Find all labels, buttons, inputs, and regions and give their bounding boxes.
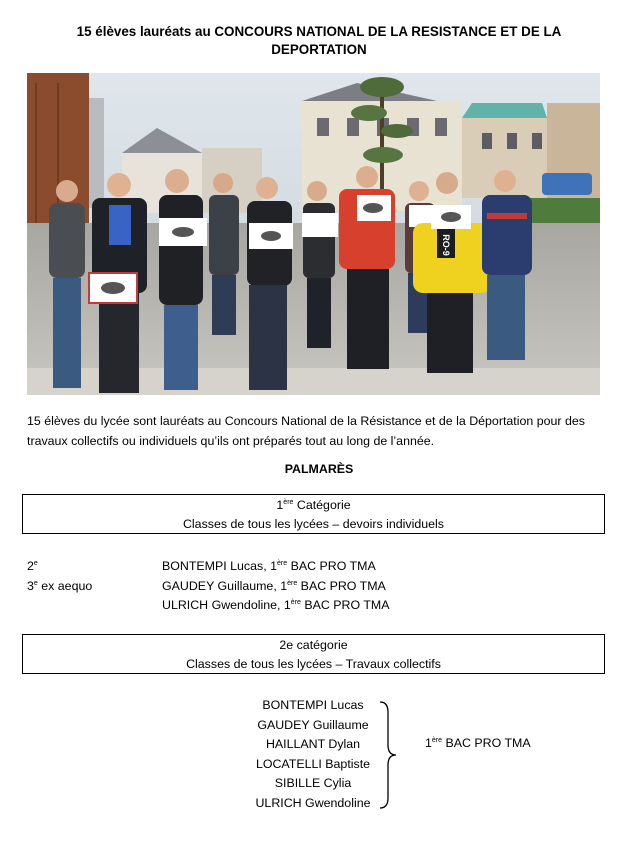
title-line-2: DEPORTATION xyxy=(271,42,367,57)
group-class-label: 1ère BAC PRO TMA xyxy=(425,736,531,750)
palmares-heading: PALMARÈS xyxy=(284,462,354,476)
category-1-subtitle: Classes de tous les lycées – devoirs individuels xyxy=(182,517,445,531)
category-2-box xyxy=(22,634,605,674)
intro-paragraph: 15 élèves du lycée sont lauréats au Concours National de la Résistance et de la Déportation pour des travaux collectifs ou individuels qu’ils ont préparés tout au long de l’année. xyxy=(27,414,585,448)
group-member: BONTEMPI Lucas xyxy=(262,698,364,712)
result-name-3: ULRICH Gwendoline, 1ère BAC PRO TMA xyxy=(162,598,390,612)
group-member: ULRICH Gwendoline xyxy=(255,795,371,810)
result-name-1: BONTEMPI Lucas, 1ère BAC PRO TMA xyxy=(162,559,376,573)
category-1-box xyxy=(22,494,605,534)
group-name-list xyxy=(250,696,376,814)
category-1-title: 1ère Catégorie xyxy=(276,498,351,512)
title-line-1: 15 élèves lauréats au CONCOURS NATIONAL DE LA RESISTANCE ET DE LA xyxy=(76,24,562,39)
page-title xyxy=(40,23,598,59)
group-member: HAILLANT Dylan xyxy=(265,737,361,752)
result-place-1: 2e xyxy=(27,559,38,573)
result-place-2: 3e ex aequo xyxy=(27,579,93,593)
shirt-number: RO-9 xyxy=(441,234,451,256)
group-member: SIBILLE Cylia xyxy=(274,776,352,791)
group-member: GAUDEY Guillaume xyxy=(257,717,369,732)
category-2-title: 2e catégorie xyxy=(279,638,348,652)
group-member: LOCATELLI Baptiste xyxy=(255,756,371,771)
group-photo xyxy=(27,73,600,395)
result-name-2: GAUDEY Guillaume, 1ère BAC PRO TMA xyxy=(162,579,386,593)
category-2-subtitle: Classes de tous les lycées – Travaux collectifs xyxy=(186,657,441,671)
group-photo-illustration xyxy=(27,73,600,395)
right-brace-icon xyxy=(378,700,400,810)
